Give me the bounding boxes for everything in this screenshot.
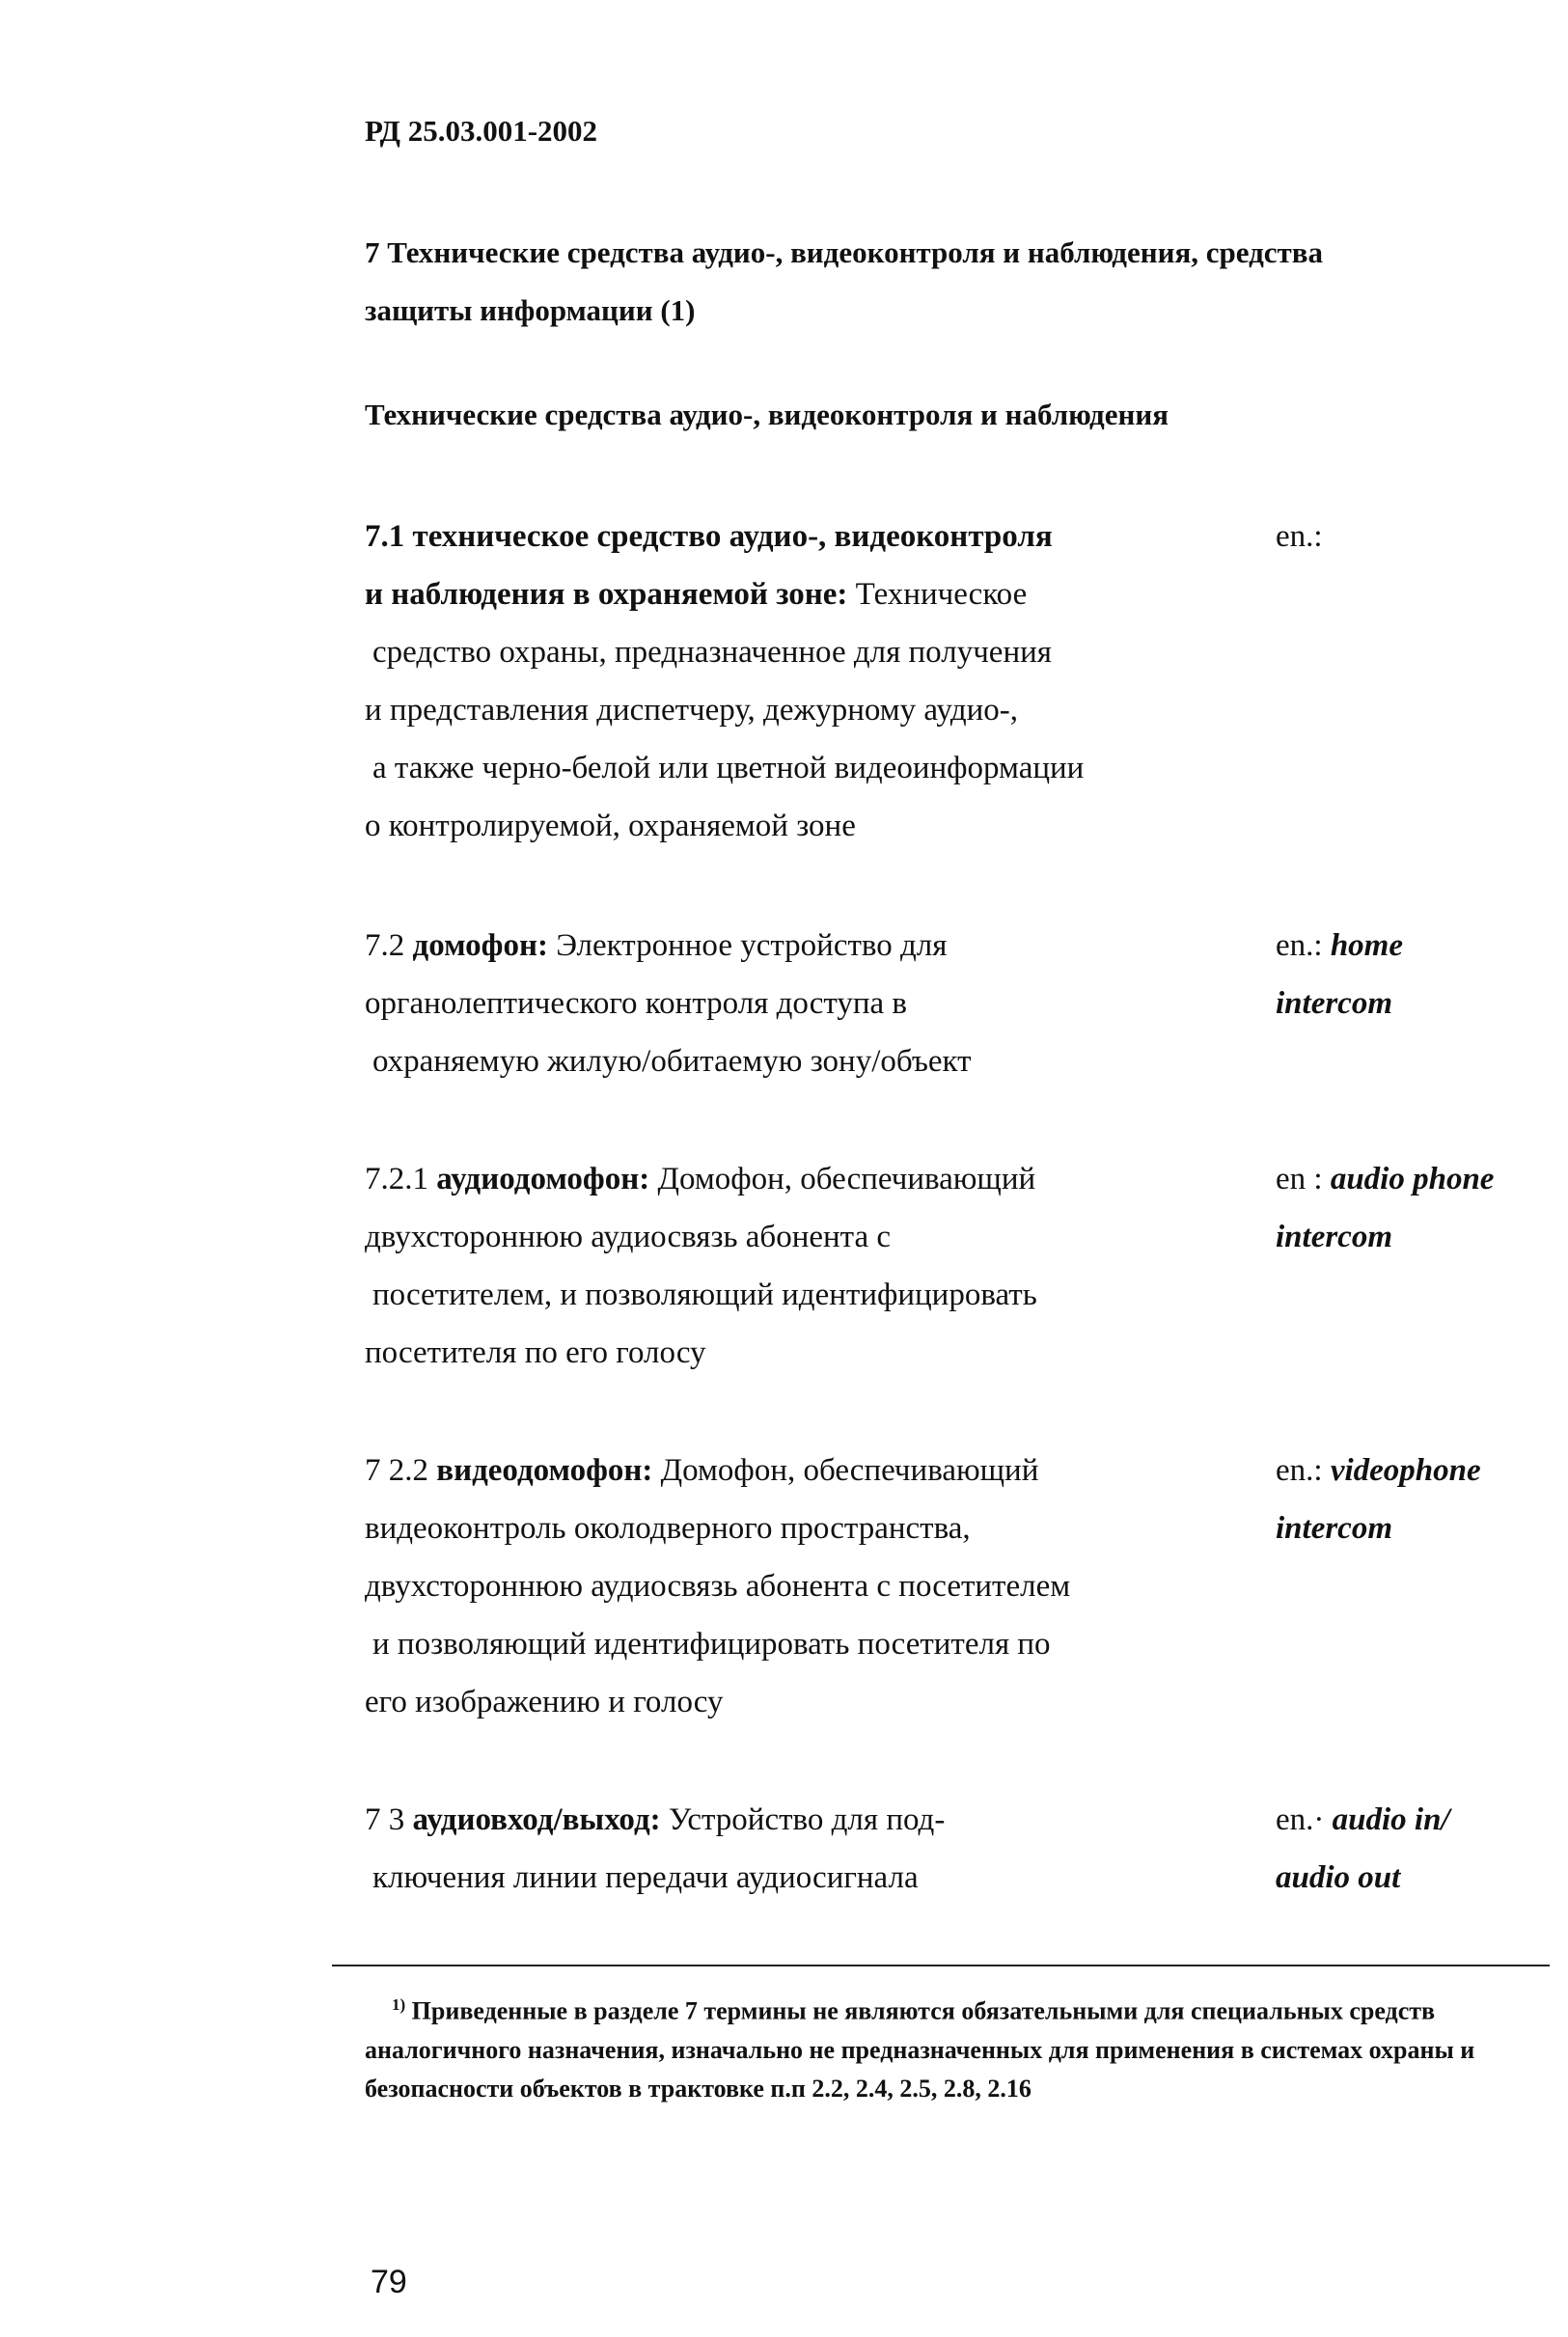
definition-line: охраняемую жилую/обитаемую зону/объект (372, 1044, 972, 1079)
en-label: en.: (1276, 928, 1323, 963)
term-entry-7-2-2 (365, 1442, 1185, 1731)
term-number: 7.2.1 (365, 1162, 428, 1196)
definition-line: и представления диспетчеру, дежурному аудио-, (365, 693, 1019, 728)
english-equivalent-7-3 (1276, 1791, 1527, 1907)
term-entry-7-2 (365, 917, 1185, 1090)
section-title-line-2: защиты информации (1) (365, 293, 696, 327)
en-term-continued: intercom (1276, 986, 1392, 1021)
term-number: 7 3 (365, 1802, 405, 1837)
footnote-divider (332, 1965, 1550, 1966)
english-equivalent-7-2-2 (1276, 1442, 1527, 1557)
definition-start: Техническое (855, 577, 1028, 612)
term-name: видеодомофон: (436, 1453, 653, 1488)
english-equivalent-7-1 (1276, 508, 1527, 565)
term-name: техническое средство аудио-, видеоконтроля (412, 519, 1053, 554)
subsection-heading: Технические средства аудио-, видеоконтроля и наблюдения (365, 398, 1169, 431)
en-label: en.: (1276, 1453, 1323, 1488)
en-term: home (1330, 928, 1403, 963)
english-equivalent-7-2-1 (1276, 1150, 1527, 1266)
term-entry-7-1 (365, 508, 1185, 855)
definition-line: и позволяющий идентифицировать посетителя по (372, 1627, 1051, 1662)
definition-line: о контролируемой, охраняемой зоне (365, 809, 856, 843)
footnote (365, 1986, 1547, 2108)
definition-line: его изображению и голосу (365, 1685, 724, 1719)
definition-start: Домофон, обеспечивающий (657, 1162, 1036, 1196)
en-label: en.· (1276, 1802, 1325, 1837)
en-term-continued: intercom (1276, 1511, 1392, 1546)
footnote-line-2: аналогичного назначения, изначально не предназначенных для применения в системах охраны и (365, 2035, 1475, 2064)
footnote-line-3: безопасности объектов в трактовке п.п 2.2, 2.4, 2.5, 2.8, 2.16 (365, 2074, 1032, 2103)
definition-line: посетителя по его голосу (365, 1335, 706, 1370)
term-number: 7.2 (365, 928, 405, 963)
definition-line: видеоконтроль околодверного пространства, (365, 1511, 971, 1546)
footnote-line-1: Приведенные в разделе 7 термины не являются обязательными для специальных средств (411, 1996, 1436, 2025)
definition-start: Электронное устройство для (556, 928, 948, 963)
section-title (365, 224, 1484, 340)
term-entry-7-2-1 (365, 1150, 1185, 1382)
term-name: аудиодомофон: (436, 1162, 650, 1196)
term-number: 7.1 (365, 519, 405, 554)
definition-line: органолептического контроля доступа в (365, 986, 907, 1021)
term-entry-7-3 (365, 1791, 1185, 1907)
english-equivalent-7-2 (1276, 917, 1527, 1032)
en-term: videophone (1330, 1453, 1481, 1488)
en-term: audio phone (1330, 1162, 1495, 1196)
section-title-line-1: 7 Технические средства аудио-, видеоконтроля и наблюдения, средства (365, 235, 1323, 269)
definition-line: посетителем, и позволяющий идентифицировать (372, 1278, 1037, 1312)
document-code: РД 25.03.001-2002 (365, 114, 598, 148)
term-name: аудиовход/выход: (412, 1802, 661, 1837)
definition-line: а также черно-белой или цветной видеоинформации (372, 751, 1085, 785)
en-label: en.: (1276, 519, 1323, 554)
en-term-continued: audio out (1276, 1860, 1401, 1895)
definition-line: ключения линии передачи аудиосигнала (372, 1860, 919, 1895)
footnote-marker: 1) (392, 1995, 406, 2014)
definition-line: средство охраны, предназначенное для получения (372, 635, 1052, 670)
term-number: 7 2.2 (365, 1453, 428, 1488)
page-number: 79 (371, 2264, 407, 2300)
en-label: en : (1276, 1162, 1323, 1196)
en-term-continued: intercom (1276, 1220, 1392, 1254)
en-term: audio in/ (1332, 1802, 1450, 1837)
term-name-continued: и наблюдения в охраняемой зоне: (365, 577, 848, 612)
definition-line: двухстороннюю аудиосвязь абонента с (365, 1220, 892, 1254)
definition-start: Домофон, обеспечивающий (660, 1453, 1039, 1488)
definition-line: двухстороннюю аудиосвязь абонента с посетителем (365, 1569, 1071, 1604)
term-name: домофон: (412, 928, 548, 963)
definition-start: Устройство для под- (668, 1802, 946, 1837)
